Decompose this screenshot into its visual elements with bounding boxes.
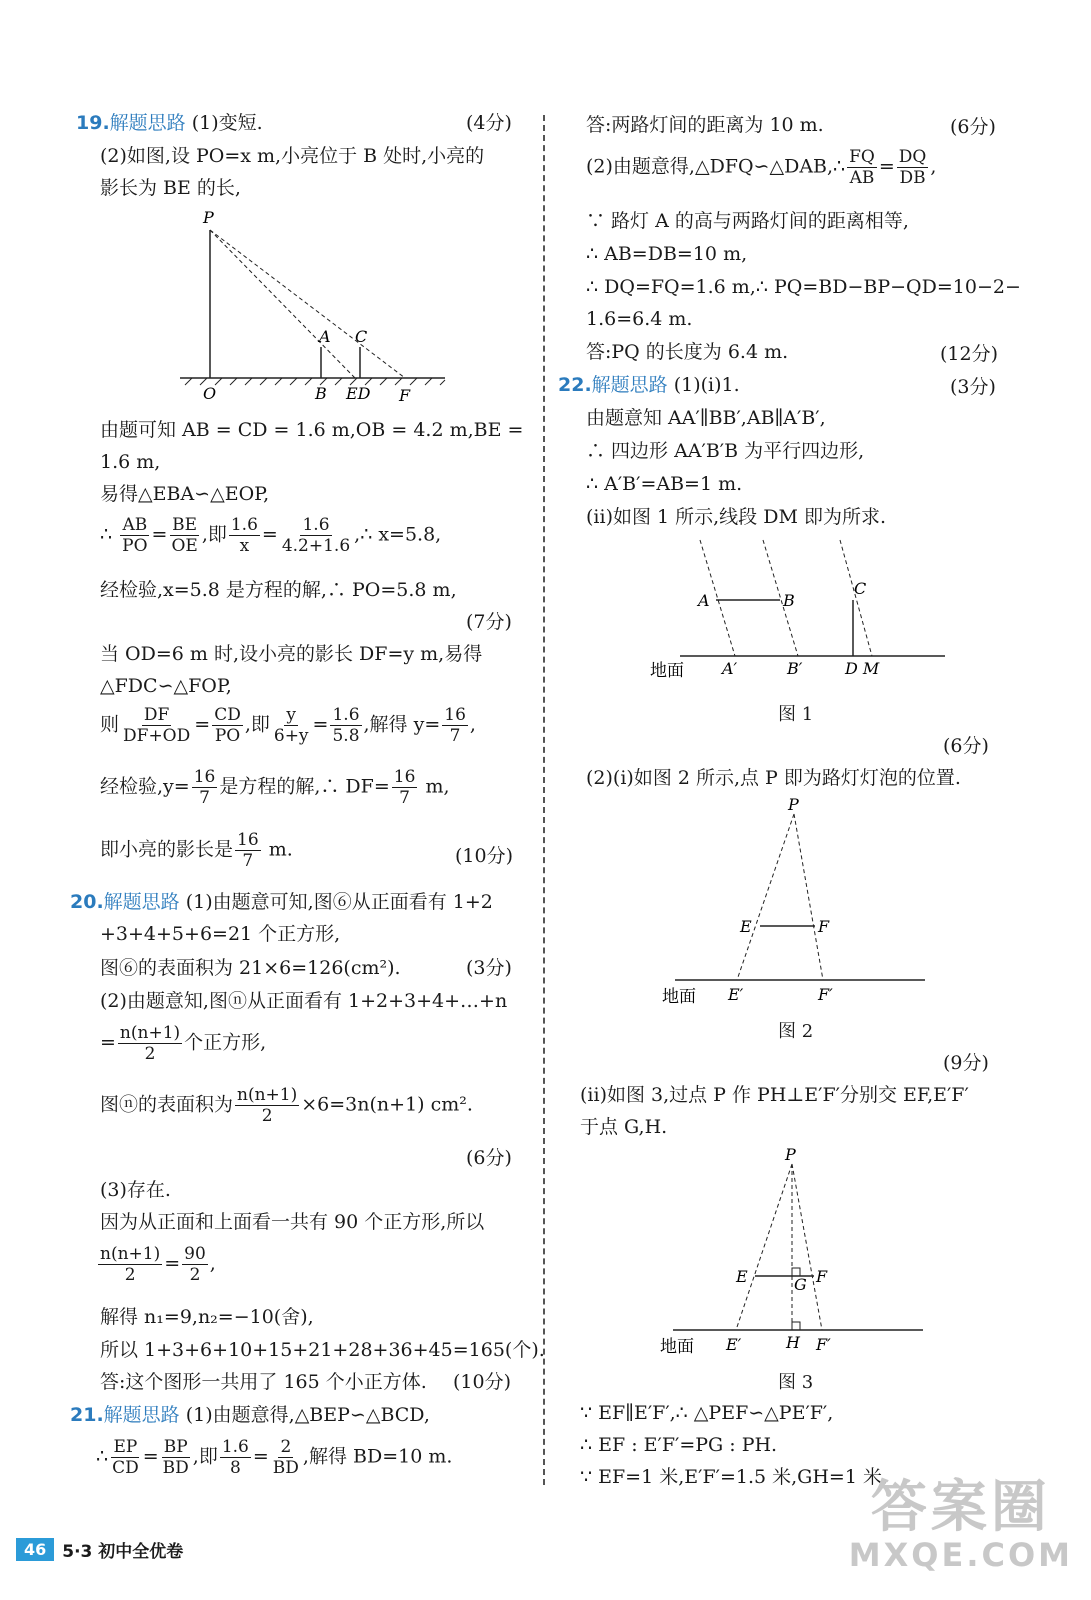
- q19-label-c: C: [355, 327, 368, 346]
- q20-line-9: $\frac{n(n+1)}{2}$ = $\frac{90}{2}$ ,: [100, 1244, 216, 1285]
- fig3-label-h: H: [786, 1333, 800, 1352]
- fig3-label-e2: E′: [726, 1335, 742, 1354]
- q20-line-2: +3+4+5+6=21 个正方形,: [100, 923, 341, 945]
- q20-line-6: 图ⓝ的表面积为 $\frac{n(n+1)}{2}$ ×6=3n(n+1) cm².: [100, 1085, 473, 1126]
- q21-right-line-3: ∵ 路灯 A 的高与两路灯间的距离相等,: [586, 210, 909, 232]
- q20-points-1: (3分): [466, 957, 512, 979]
- q22-line-7: (ii)如图 3,过点 P 作 PH⊥E′F′分别交 EF,E′F′: [580, 1084, 969, 1106]
- fig2-label-f: F: [818, 917, 830, 936]
- q19-line-5: 1.6 m,: [100, 451, 161, 473]
- q22-points-1: (3分): [950, 376, 996, 398]
- fig2-label-f2: F′: [818, 985, 833, 1004]
- q22-line-9: ∵ EF∥E′F′,∴ △PEF∽△PE′F′,: [580, 1402, 834, 1424]
- q19-label-o: O: [203, 384, 217, 403]
- q22-line-8: 于点 G,H.: [580, 1116, 668, 1138]
- fig2-label-ground: 地面: [662, 987, 696, 1007]
- q22-line-2: 由题意知 AA′∥BB′,AB∥A′B′,: [586, 407, 826, 429]
- q20-line-11: 所以 1+3+6+10+15+21+28+36+45=165(个).: [100, 1339, 545, 1361]
- q20-line-7: (3)存在.: [100, 1179, 171, 1201]
- q20-line-3: 图⑥的表面积为 21×6=126(cm²).: [100, 957, 401, 979]
- fig1-label-dm: D M: [845, 659, 880, 678]
- q22-line-1: 22.解题思路 (1)(i)1.: [558, 374, 740, 396]
- page-footer: [16, 1535, 183, 1563]
- fig3-label-g: G: [794, 1275, 807, 1294]
- watermark: [848, 1475, 1073, 1574]
- q19-line-4: 由题可知 AB = CD = 1.6 m,OB = 4.2 m,BE =: [100, 419, 524, 441]
- q20-line-12: 答:这个图形一共用了 165 个小正方体.: [100, 1371, 427, 1393]
- fig3-label-p: P: [785, 1145, 796, 1164]
- q19-line-10: △FDC∽△FOP,: [100, 675, 232, 697]
- q19-line-6: 易得△EBA∽△EOP,: [100, 483, 270, 505]
- fig3-label-f2: F′: [816, 1335, 831, 1354]
- q19-line-12: 经检验,y= $\frac{16}{7}$ 是方程的解,∴ DF= $\frac{16}{7}$ m,: [100, 767, 450, 808]
- q19-figure: [175, 205, 455, 405]
- fig1-label-a: A: [698, 591, 710, 610]
- q20-line-5: = $\frac{n(n+1)}{2}$ 个正方形,: [100, 1023, 267, 1064]
- q20-line-10: 解得 n₁=9,n₂=−10(舍),: [100, 1306, 314, 1328]
- q22-line-10: ∴ EF : E′F′=PG : PH.: [580, 1434, 778, 1456]
- q21-right-line-1: 答:两路灯间的距离为 10 m.: [586, 114, 824, 136]
- q21-line-2: ∴ $\frac{EP}{CD}$ = $\frac{BP}{BD}$ ,即 $\frac{1.6}{8}$ = $\frac{2}{BD}$ ,解得 BD=10 m.: [96, 1437, 453, 1478]
- q21-right-line-2: (2)由题意得,△DFQ∽△DAB,∴ $\frac{FQ}{AB}$ = $\frac{DQ}{DB}$ ,: [586, 147, 937, 188]
- q22-line-5: (ii)如图 1 所示,线段 DM 即为所求.: [586, 506, 886, 528]
- q22-line-6: (2)(i)如图 2 所示,点 P 即为路灯灯泡的位置.: [586, 767, 961, 789]
- q19-line-3: 影长为 BE 的长,: [100, 177, 241, 199]
- q19-line-7: ∴ $\frac{AB}{PO}$ = $\frac{BE}{OE}$ ,即 $\frac{1.6}{x}$ = $\frac{1.6}{4.2+1.6}$ ,∴ x=5.8,: [100, 515, 442, 556]
- q22-line-11: ∵ EF=1 米,E′F′=1.5 米,GH=1 米,: [580, 1466, 888, 1488]
- q22-line-4: ∴ A′B′=AB=1 m.: [586, 473, 743, 495]
- fig3-label-ground: 地面: [660, 1337, 694, 1357]
- q19-label-p: P: [203, 208, 214, 227]
- column-divider: [543, 115, 545, 1485]
- q20-line-1: 20.解题思路 (1)由题意可知,图⑥从正面看有 1+2: [70, 891, 493, 913]
- q19-line-2: (2)如图,设 PO=x m,小亮位于 B 处时,小亮的: [100, 145, 485, 167]
- q22-figure-1: [640, 530, 960, 690]
- fig2-label-p: P: [788, 795, 799, 814]
- fig3-label-e: E: [736, 1267, 748, 1286]
- fig2-caption: 图 2: [778, 1021, 814, 1042]
- q19-line-1: 19.解题思路 (1)变短.: [76, 112, 263, 134]
- q20-line-8: 因为从正面和上面看一共有 90 个正方形,所以: [100, 1211, 485, 1233]
- q22-points-2: (6分): [943, 735, 989, 757]
- q20-points-3: (10分): [453, 1371, 512, 1393]
- q20-line-4: (2)由题意知,图ⓝ从正面看有 1+2+3+4+…+n: [100, 990, 508, 1012]
- q19-number: 19.: [76, 112, 110, 134]
- q21-points-2: (12分): [940, 343, 999, 365]
- fig3-label-f: F: [816, 1267, 828, 1286]
- q22-figure-2: [650, 792, 950, 1012]
- fig2-label-e: E: [740, 917, 752, 936]
- q21-right-line-6: 1.6=6.4 m.: [586, 308, 693, 330]
- q19-points-1: (4分): [466, 112, 512, 134]
- watermark-line-2: MXQE.COM: [848, 1536, 1073, 1574]
- q19-points-3: (10分): [455, 845, 514, 867]
- fig1-label-c: C: [854, 579, 867, 598]
- q21-line-1: 21.解题思路 (1)由题意得,△BEP∽△BCD,: [70, 1404, 430, 1426]
- q19-label-b: B: [315, 384, 327, 403]
- q22-line-3: ∴ 四边形 AA′B′B 为平行四边形,: [586, 440, 865, 462]
- fig1-label-a2: A′: [722, 659, 738, 678]
- q19-line-13: 即小亮的影长是 $\frac{16}{7}$ m.: [100, 830, 293, 871]
- q22-points-3: (9分): [943, 1052, 989, 1074]
- q19-points-2: (7分): [466, 611, 512, 633]
- q21-points-1: (6分): [950, 116, 996, 138]
- fig2-label-e2: E′: [728, 985, 744, 1004]
- q19-label-ed: ED: [346, 384, 371, 403]
- q19-line-9: 当 OD=6 m 时,设小亮的影长 DF=y m,易得: [100, 643, 483, 665]
- fig1-label-ground: 地面: [650, 661, 684, 681]
- q21-right-line-5: ∴ DQ=FQ=1.6 m,∴ PQ=BD−BP−QD=10−2−: [586, 276, 1021, 298]
- q21-right-line-7: 答:PQ 的长度为 6.4 m.: [586, 341, 789, 363]
- watermark-line-1: 答案圈: [870, 1475, 1051, 1540]
- q20-points-2: (6分): [466, 1147, 512, 1169]
- page-number: 46: [16, 1538, 54, 1561]
- fig1-caption: 图 1: [778, 704, 814, 725]
- q19-label-a: A: [319, 327, 331, 346]
- q19-line-8: 经检验,x=5.8 是方程的解,∴ PO=5.8 m,: [100, 579, 457, 601]
- fig1-label-b: B: [783, 591, 795, 610]
- q22-figure-3: [648, 1142, 948, 1362]
- q21-right-line-4: ∴ AB=DB=10 m,: [586, 243, 748, 265]
- fig1-label-b2: B′: [787, 659, 803, 678]
- q19-label-f: F: [399, 386, 411, 405]
- fig3-caption: 图 3: [778, 1372, 814, 1393]
- book-title: 5·3 初中全优卷: [62, 1541, 184, 1562]
- q19-tag: 解题思路: [109, 112, 186, 134]
- q19-line-11: 则 $\frac{DF}{DF+OD}$ = $\frac{CD}{PO}$ ,即 $\frac{y}{6+y}$ = $\frac{1.6}{5.8}$ ,解得 y= $\frac{16}{7}$ ,: [100, 705, 476, 746]
